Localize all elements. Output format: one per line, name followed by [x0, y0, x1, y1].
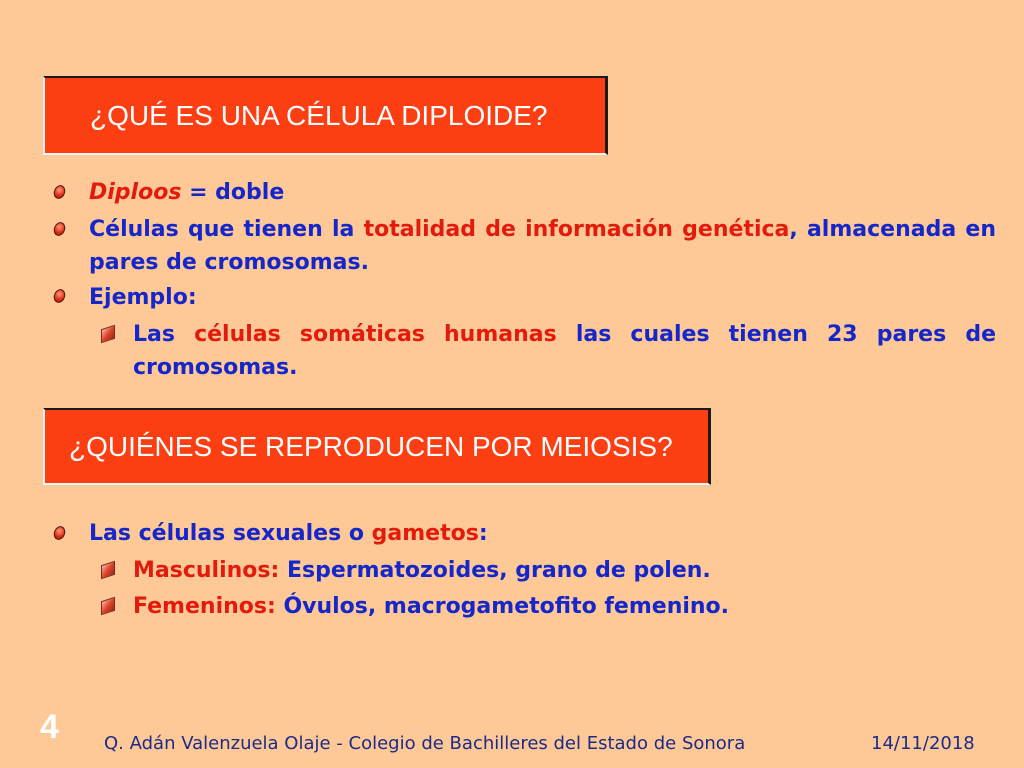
sub-bullet-icon — [101, 597, 115, 616]
example-part: las cuales tienen 23 pares de cromosomas. — [133, 322, 996, 380]
section-title-meiosis — [43, 408, 711, 485]
bullet-icon — [52, 287, 67, 304]
definition-highlight: totalidad de información genética — [363, 217, 790, 242]
example-highlight: células somáticas humanas — [194, 322, 557, 347]
definition-part: , almacenada en pares de cromosomas. — [89, 217, 996, 275]
gametos-highlight: gametos — [371, 521, 479, 546]
list-subitem-masculinos — [133, 554, 711, 587]
masculinos-label: Masculinos: — [133, 558, 280, 583]
gametos-part: Las células sexuales o — [89, 521, 372, 546]
section-title-meiosis-text: ¿QUIÉNES SE REPRODUCEN POR MEIOSIS? — [69, 430, 673, 462]
masculinos-text: Espermatozoides, grano de polen. — [279, 558, 711, 583]
term-diploos: Diploos — [89, 180, 182, 205]
list-subitem-femeninos — [133, 590, 729, 623]
list-item-diploos — [89, 176, 284, 209]
femeninos-label: Femeninos: — [133, 594, 276, 619]
bullet-icon — [52, 220, 67, 237]
list-item-definition — [89, 213, 996, 279]
sub-bullet-icon — [101, 325, 115, 344]
list-item-ejemplo: Ejemplo: — [89, 285, 197, 310]
slide-number: 4 — [40, 708, 59, 746]
term-definition: = doble — [181, 180, 285, 205]
list-subitem-somaticas — [133, 318, 996, 384]
example-part: Las — [133, 322, 195, 347]
section-title-diploide — [43, 76, 608, 155]
bullet-icon — [52, 183, 67, 200]
definition-part: Células que tienen la — [89, 217, 364, 242]
bullet-icon — [52, 524, 67, 541]
footer-date: 14/11/2018 — [871, 733, 975, 754]
sub-bullet-icon — [101, 561, 115, 580]
femeninos-text: Óvulos, macrogametofito femenino. — [275, 594, 730, 619]
section-title-diploide-text: ¿QUÉ ES UNA CÉLULA DIPLOIDE? — [90, 99, 548, 131]
gametos-part: : — [478, 521, 488, 546]
footer-author: Q. Adán Valenzuela Olaje - Colegio de Bachilleres del Estado de Sonora — [104, 733, 746, 754]
list-item-gametos — [89, 517, 488, 550]
